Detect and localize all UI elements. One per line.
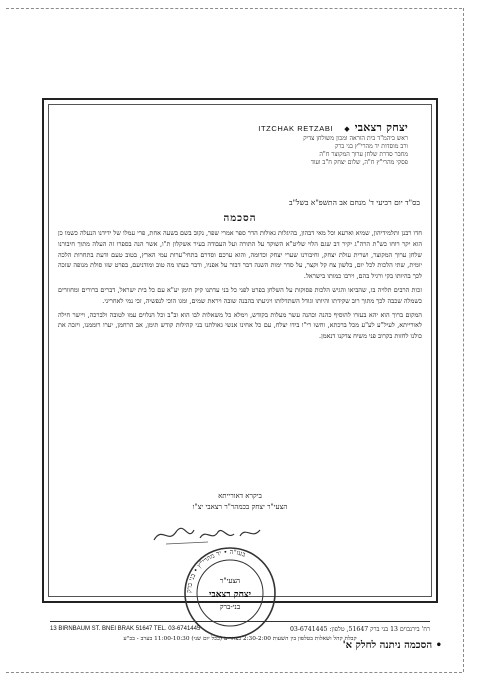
letterhead-line-1: ראש ביהמ"ד בית הוראה ומכון משולחן צדיק [303, 135, 408, 142]
approbation-letter [42, 98, 438, 642]
crop-mark-top [6, 8, 462, 9]
stamp-ring-text: בעז"ה • יד מהרי"ץ • בני ברק [184, 547, 247, 594]
stamp-title: הצעי"ר [219, 577, 241, 585]
footer-address-latin: 13 BIRNBAUM ST. BNEI BRAK 51647 TEL. 03-6741445 [50, 626, 201, 632]
paragraph-1: חדו רבנן ותלמידיהון, שמיא וארעא וכל מאי דבהון, בהיגלות גאולות הדר ספר אמרי שפר, נקוב בשם בשעה אחת, פרי עמלו של ידידנו הנעלה כשמו כן הוא יקר רוחו כש"ת הרה"ג יקיר דב שגם הלוי שליט"א השוקד על התורה ועל העבודה בעיר אשקלון ת"ו, אשר הנה בספרו זה העלה מתוך חיבורנו שלחן ערוך המקוצר, ושרית עולת יצחק, וחיבורנו שערי יצחק וכדומה, והוא ערכם וסדרם בתחי"ערות עמי הארץ, בטוב טעם ודעת בתחרות הלכה יומית, שתי הלכות לכל יום, בלשון צח קל וקצר, על סדר ימות השנה דבר דבור על אפניו, ודבר בעתו מה טוב ומודניעם, בפרט שזו סולת מנופה שזכה לכך בהיותו בקי ורגיל בהם, וירבו כמותו בישראל. [58, 229, 422, 281]
footer-hours: קבלת קהל ושאלות בטלפון בין השעות 2:30-2:00 בצהרים (בכל יום שני) 11:00-10:30 בערב - בכ"ע [123, 636, 357, 642]
document-title: הסכמה [223, 213, 257, 224]
closing-salutation: ביקרא דאורייתא [218, 492, 262, 500]
letterhead [218, 116, 408, 167]
closing-signatory: הצעי"ר יצחק בכמהר"ר רצאבי יצ"ו [192, 503, 288, 511]
closing-block [44, 491, 436, 513]
page-sheet [32, 40, 454, 680]
date-line: בס"ד יום רביעי ד' מנחם אב התשפ"א בשל"ב [288, 198, 420, 207]
crop-mark-right [463, 8, 464, 672]
svg-text:בעז"ה • יד מהרי"ץ • בני ברק [185, 548, 247, 593]
letterhead-line-3: מחבר סדרת שלחן ערוך המקוצר ח"ה [319, 151, 408, 158]
paragraph-3: המקום ברוך הוא יהא בעזרו להוסיף כהנה וכהנה עשר מעלות בקודש, וימלא כל משאלות לבו הוא וב"ב וכל הנלוים עמו לטובה ולברכה, ויישר חילה לאורייתא, לעיל"ע לע"ע מכל ברכתא, וחשו רי"ו בידו יצלח, עם כל אחינו אנשי גאולתנו בני קהילות קודש תימן, אב הרחמן, יערו רוממנו, ויזכה את כולנו לחזות בקרוב פני משיח צדקנו דנאמן. [58, 310, 422, 341]
approbation-note: • הסכמה ניתנה לחלק א' [342, 640, 442, 651]
letterhead-name: יצחק רצאבי [354, 121, 408, 134]
letterhead-line-4: פסקי מהרי"ץ ח"ה, שלום יצחק ח"ב ועוד [310, 159, 408, 166]
paragraph-2: זכות הרבים תלויה בו, שהביאו והגיש הלכות פסוקות על השלחן בפרט לפני כל בני עדתנו קיק תימן יע"א עם כל בית ישראל, דברים ברורים ומחוורים כשמלה שכבה לכך מתוך רוב שקידתו והיותו וגודל השתדלותו ויגיעתו בהבנה שובה ויראת שמים, ומגו הוכי לנפשיה, זכי נמי לאחריני. [58, 285, 422, 305]
letter-body [58, 228, 422, 345]
letterhead-latin-name: ITZCHAK RETZABI [258, 124, 334, 133]
footer-address-hebrew: רח' בירנבוים 13 בני ברק 51647, טלפון: 03-6741445 [289, 626, 430, 633]
stamp-city: בני-ברק [219, 603, 241, 611]
stamp-name: יצחק רצאבי [209, 590, 251, 600]
letterhead-line-2: ורב מוסדות יד מהרי"ץ בני ברק [334, 143, 408, 150]
diamond-icon: ◆ [344, 125, 350, 133]
